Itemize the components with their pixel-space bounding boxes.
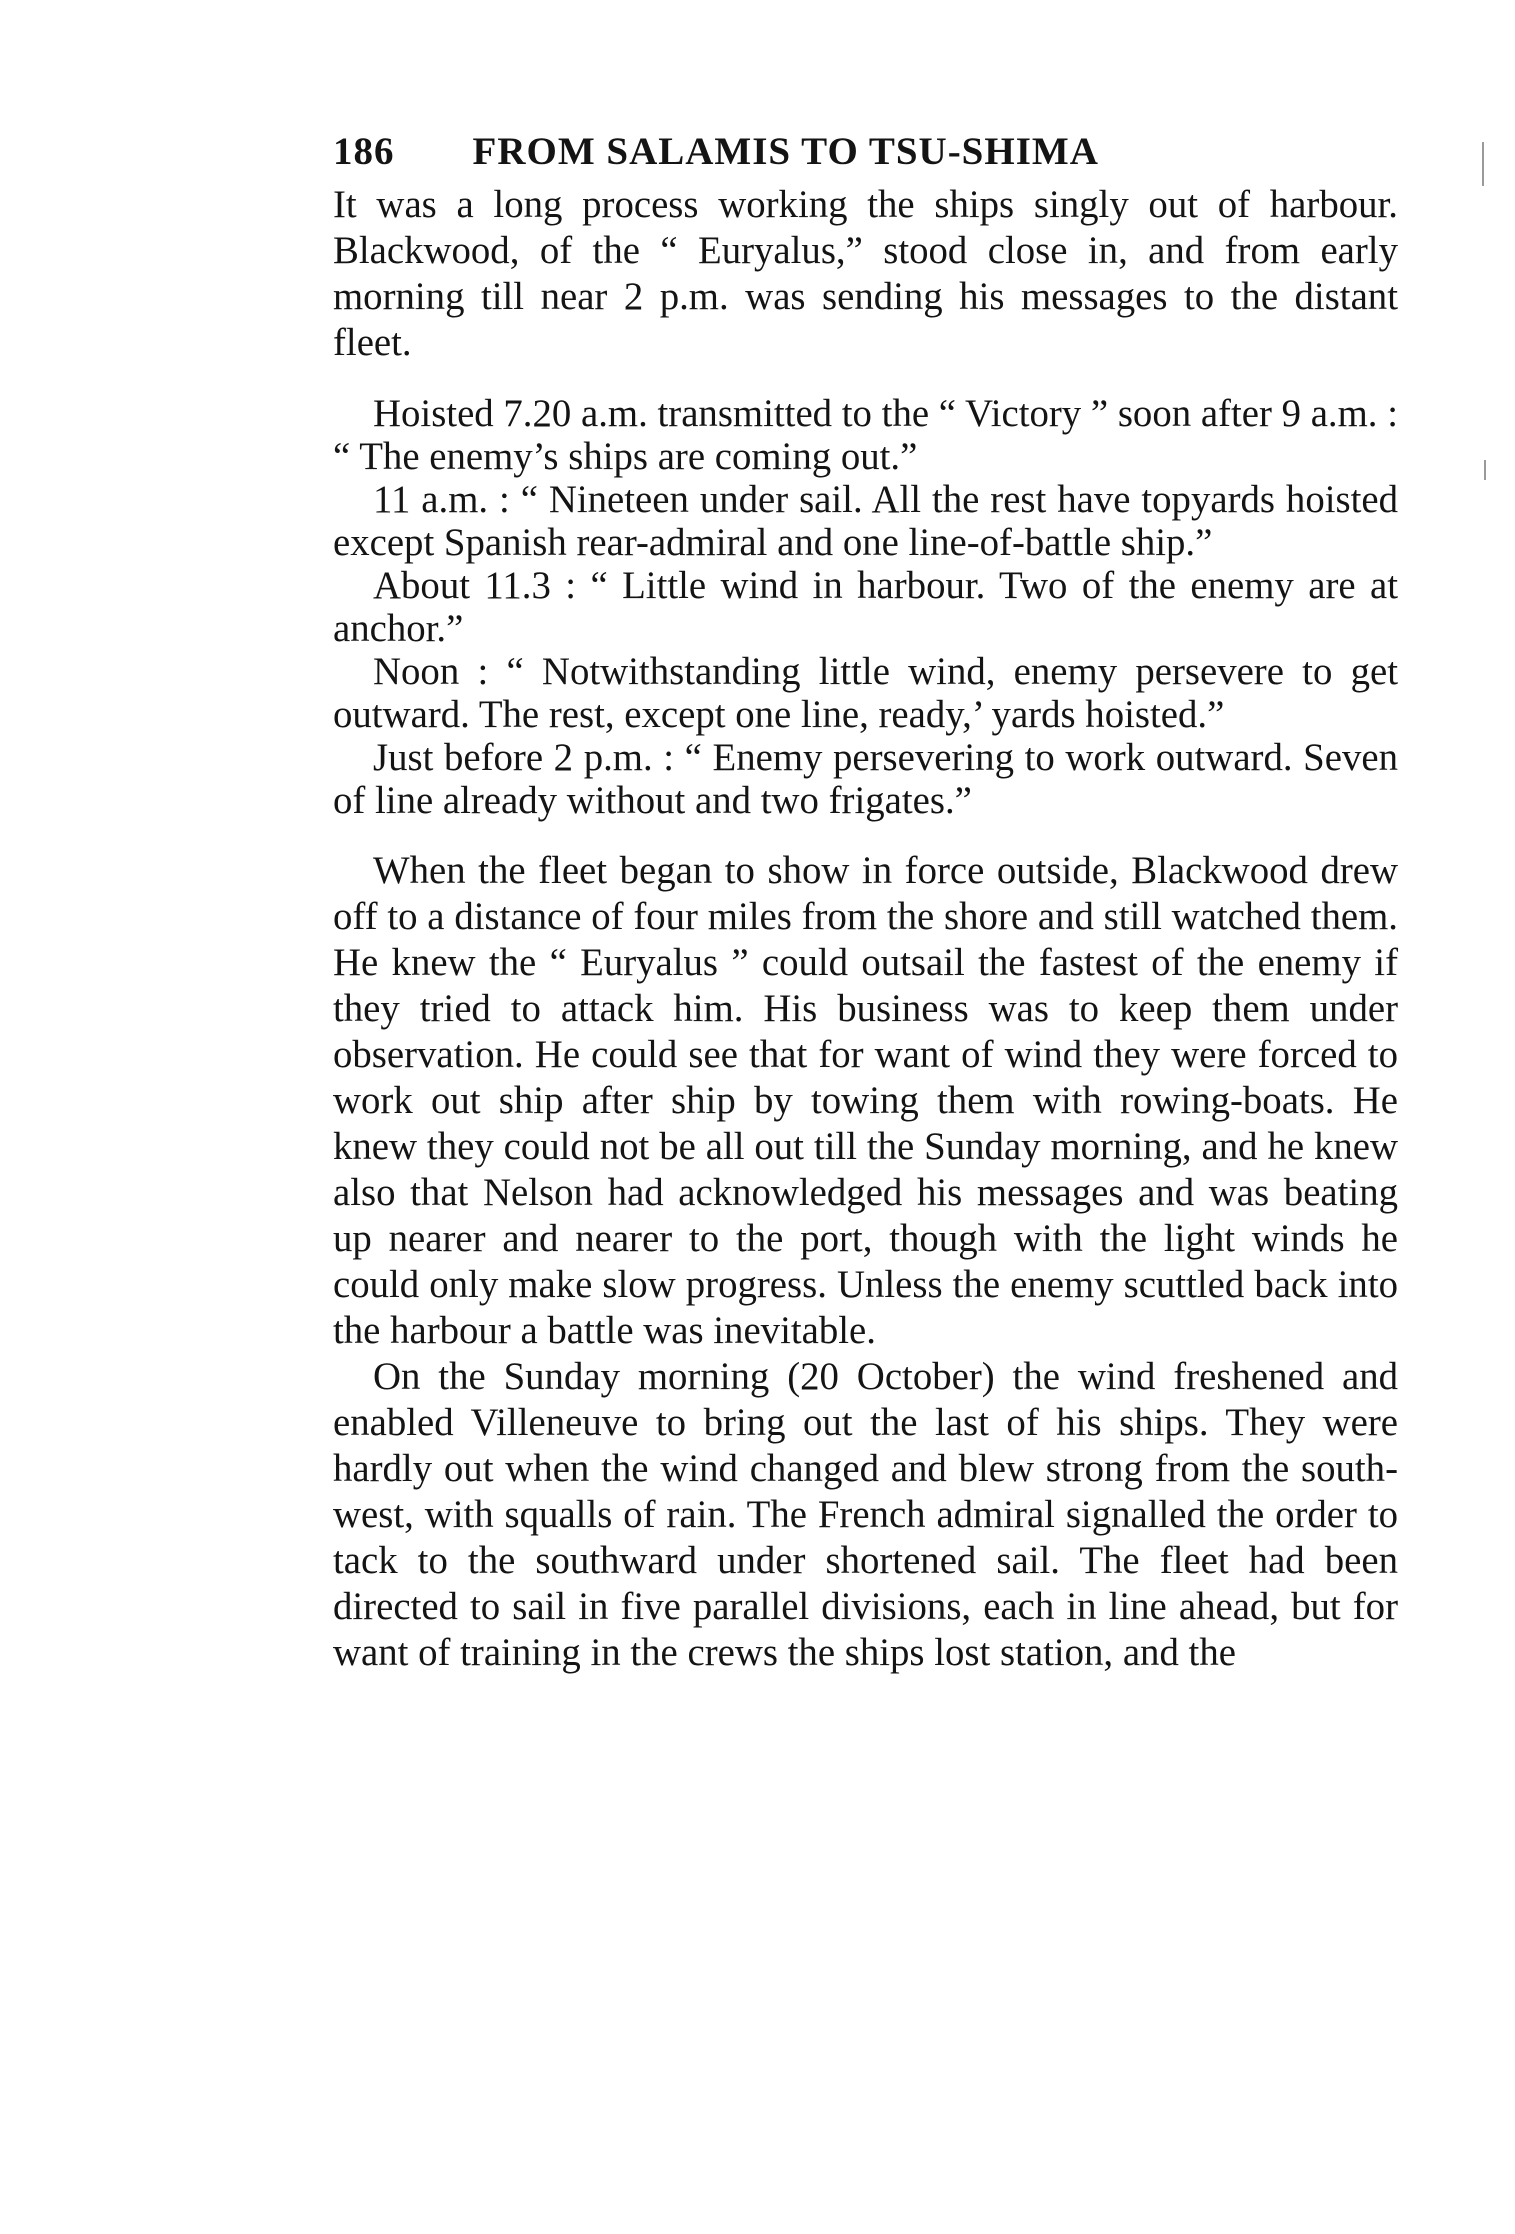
signal-entry: 11 a.m. : “ Nineteen under sail. All the rest have topyards hoisted except Spanish rear-admiral and one line-of-battle ship.” — [333, 478, 1398, 564]
page-number: 186 — [333, 130, 395, 173]
scan-margin-mark — [1482, 142, 1484, 186]
running-head — [333, 128, 1398, 176]
signal-entry: Noon : “ Notwithstanding little wind, enemy persevere to get outward. The rest, except one line, ready,’ yards hoisted.” — [333, 650, 1398, 736]
paragraph-sunday: On the Sunday morning (20 October) the wind freshened and enabled Villeneuve to bring out the last of his ships. They were hardly out when the wind changed and blew strong from the south-west, with squalls of rain. The French admiral signalled the order to tack to the southward under shortened sail. The fleet had been directed to sail in five parallel divisions, each in line ahead, but for want of training in the crews the ships lost station, and the — [333, 1355, 1398, 1674]
signal-entry: Hoisted 7.20 a.m. transmitted to the “ Victory ” soon after 9 a.m. : “ The enemy’s ships are coming out.” — [333, 392, 1398, 478]
signal-log — [333, 392, 1398, 822]
book-page — [333, 128, 1398, 1676]
body-text — [333, 182, 1398, 1676]
paragraph-blackwood: When the fleet began to show in force outside, Blackwood drew off to a distance of four miles from the shore and still watched them. He knew the “ Euryalus ” could outsail the fastest of the enemy if they tried to attack him. His business was to keep them under observation. He could see that for want of wind they were forced to work out ship after ship by towing them with rowing-boats. He knew they could not be all out till the Sunday morning, and he knew also that Nelson had acknowledged his messages and was beating up nearer and nearer to the port, though with the light winds he could only make slow progress. Unless the enemy scuttled back into the harbour a battle was inevitable. — [333, 849, 1398, 1352]
scan-margin-mark — [1484, 460, 1486, 480]
signal-entry: About 11.3 : “ Little wind in harbour. Two of the enemy are at anchor.” — [333, 564, 1398, 650]
signal-entry: Just before 2 p.m. : “ Enemy persevering to work outward. Seven of line already without and two frigates.” — [333, 736, 1398, 822]
paragraph-opening: It was a long process working the ships singly out of harbour. Blackwood, of the “ Euryalus,” stood close in, and from early morning till near 2 p.m. was sending his messages to the distant fleet. — [333, 183, 1398, 364]
running-title: FROM SALAMIS TO TSU-SHIMA — [472, 130, 1099, 173]
